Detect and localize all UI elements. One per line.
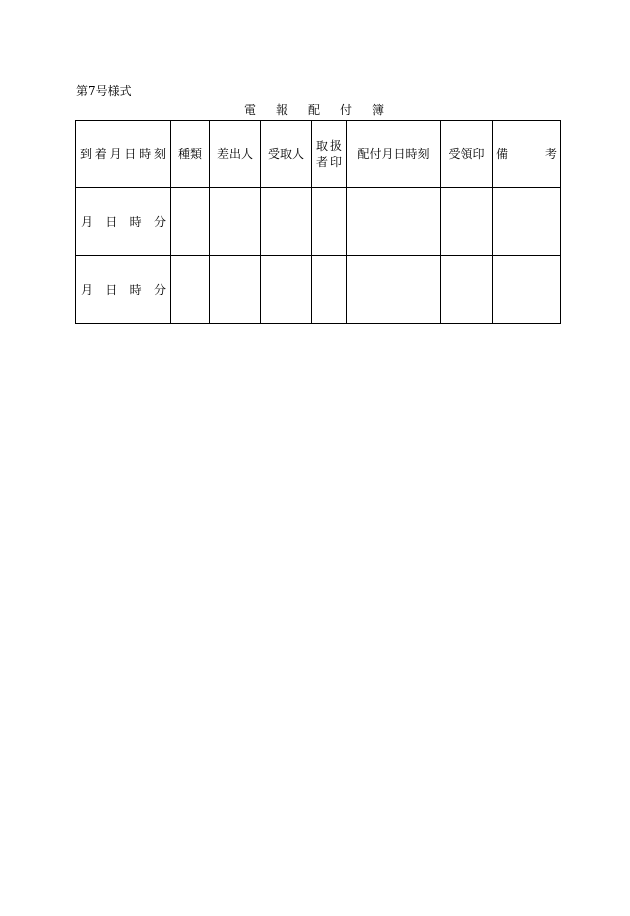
datetime-char: 時 xyxy=(129,214,142,229)
datetime-char: 月 xyxy=(81,214,94,229)
header-recipient-label: 受取人 xyxy=(267,147,304,161)
datetime-char: 日 xyxy=(105,214,118,229)
title-char: 報 xyxy=(275,103,288,117)
arrival-datetime-cell xyxy=(76,256,171,324)
header-handler-seal xyxy=(312,121,347,188)
header-char: 者 xyxy=(316,155,329,169)
header-char: 考 xyxy=(544,147,557,161)
recipient-cell xyxy=(261,188,312,256)
header-arrival-datetime xyxy=(76,121,171,188)
header-char: 備 xyxy=(496,147,509,161)
remarks-cell xyxy=(493,256,561,324)
title-char: 配 xyxy=(307,103,320,117)
handler-seal-cell xyxy=(312,188,347,256)
header-sender xyxy=(210,121,261,188)
sender-cell xyxy=(210,188,261,256)
header-char: 月 xyxy=(109,147,122,161)
datetime-char: 分 xyxy=(153,214,166,229)
arrival-datetime-cell xyxy=(76,188,171,256)
document-title xyxy=(244,102,384,118)
header-char: 印 xyxy=(329,155,342,169)
type-cell xyxy=(171,256,210,324)
delivery-datetime-cell xyxy=(347,256,441,324)
remarks-cell xyxy=(493,188,561,256)
header-recipient xyxy=(261,121,312,188)
header-type xyxy=(171,121,210,188)
receipt-seal-cell xyxy=(441,256,493,324)
form-number: 第7号様式 xyxy=(76,84,132,98)
header-char: 刻 xyxy=(153,147,166,161)
recipient-cell xyxy=(261,256,312,324)
title-char: 簿 xyxy=(371,103,384,117)
datetime-char: 分 xyxy=(153,282,166,297)
sender-cell xyxy=(210,256,261,324)
receipt-seal-cell xyxy=(441,188,493,256)
datetime-char: 月 xyxy=(81,282,94,297)
header-remarks xyxy=(493,121,561,188)
type-cell xyxy=(171,188,210,256)
datetime-char: 時 xyxy=(129,282,142,297)
header-delivery-label: 配付月日時刻 xyxy=(357,147,430,161)
title-char: 付 xyxy=(339,103,352,117)
table-row xyxy=(76,256,561,324)
header-receipt-label: 受領印 xyxy=(448,147,485,161)
table-row xyxy=(76,188,561,256)
datetime-char: 日 xyxy=(105,282,118,297)
header-type-label: 種類 xyxy=(177,147,202,161)
delivery-datetime-cell xyxy=(347,188,441,256)
title-char: 電 xyxy=(244,103,257,117)
header-sender-label: 差出人 xyxy=(216,147,253,161)
header-char: 取 xyxy=(316,139,329,153)
header-row xyxy=(76,121,561,188)
handler-seal-cell xyxy=(312,256,347,324)
header-char: 日 xyxy=(124,147,137,161)
telegram-delivery-register xyxy=(75,120,561,324)
header-receipt-seal xyxy=(441,121,493,188)
header-char: 到 xyxy=(80,147,93,161)
header-char: 扱 xyxy=(329,139,342,153)
header-char: 着 xyxy=(94,147,107,161)
header-char: 時 xyxy=(139,147,152,161)
header-delivery-datetime xyxy=(347,121,441,188)
